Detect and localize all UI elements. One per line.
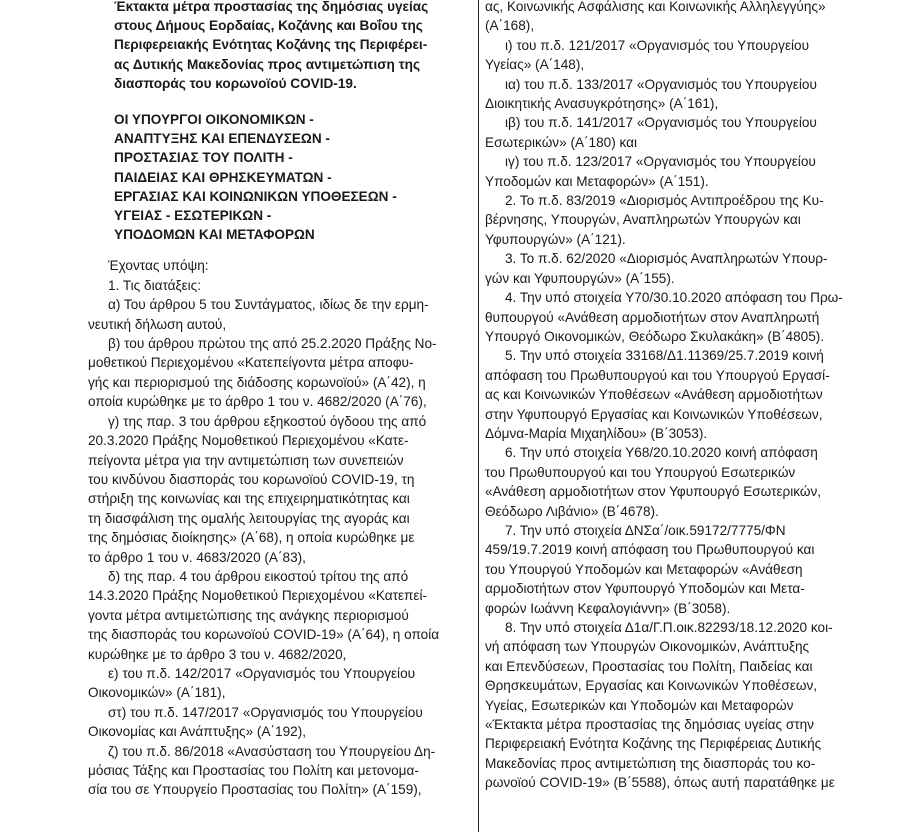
title-line: στους Δήμους Εορδαίας, Κοζάνης και Βοΐου της bbox=[114, 18, 423, 34]
right-paragraph bbox=[485, 521, 859, 618]
left-paragraph bbox=[88, 703, 472, 742]
text-line: ας και Κοινωνικών Υποθέσεων «Ανάθεση αρμοδιοτήτων bbox=[485, 387, 823, 403]
text-line: ιγ) του π.δ. 123/2017 «Οργανισμός του Υπουργείου bbox=[505, 154, 816, 170]
text-line: 8. Την υπό στοιχεία Δ1α/Γ.Π.οικ.82293/18.12.2020 κοι- bbox=[505, 620, 833, 635]
title-line: ας Δυτικής Μακεδονίας προς αντιμετώπιση της bbox=[114, 56, 421, 72]
ministers-line: ΥΓΕΙΑΣ - ΕΣΩΤΕΡΙΚΩΝ - bbox=[114, 208, 272, 224]
right-paragraph bbox=[485, 346, 859, 443]
left-paragraph bbox=[88, 295, 472, 334]
text-line: γών και Υφυπουργών» (Α΄155). bbox=[485, 270, 675, 286]
right-paragraph bbox=[485, 288, 859, 346]
title-line: διασποράς του κορωνοϊού COVID-19. bbox=[114, 75, 357, 91]
text-line: Περιφερειακή Ενότητα Κοζάνης της Περιφέρειας Δυτικής bbox=[485, 736, 822, 752]
right-paragraph bbox=[485, 113, 859, 152]
text-line: ι) του π.δ. 121/2017 «Οργανισμός του Υπουργείου bbox=[505, 37, 810, 53]
title-line: Έκτακτα μέτρα προστασίας της δημόσιας υγείας bbox=[114, 0, 429, 14]
text-line: απόφαση του Πρωθυπουργού και του Υπουργού Εργασί- bbox=[485, 367, 830, 383]
ministers-heading bbox=[88, 110, 472, 244]
text-line: 6. Την υπό στοιχεία Υ68/20.10.2020 κοινή απόφαση bbox=[505, 445, 818, 461]
right-paragraph bbox=[485, 191, 859, 249]
text-line: φορών Ιωάννη Κεφαλογιάννη» (Β΄3058). bbox=[485, 600, 731, 616]
text-line: 4. Την υπό στοιχεία Υ70/30.10.2020 απόφαση του Πρω- bbox=[505, 290, 843, 306]
text-line: Δόμνα-Μαρία Μιχαηλίδου» (Β΄3053). bbox=[485, 425, 708, 441]
right-column bbox=[485, 0, 859, 793]
left-paragraph bbox=[88, 567, 472, 664]
text-line: ας, Κοινωνικής Ασφάλισης και Κοινωνικής Αλληλεγγύης» bbox=[485, 0, 826, 14]
text-line: θυπουργού «Ανάθεση αρμοδιοτήτων στον Αναπληρωτή bbox=[485, 309, 820, 325]
decision-title bbox=[88, 0, 472, 93]
right-paragraph bbox=[485, 249, 859, 288]
text-line: γ) της παρ. 3 του άρθρου εξηκοστού όγδοου της από bbox=[108, 413, 427, 429]
left-column bbox=[88, 0, 472, 800]
text-line: Εσωτερικών» (Α΄180) και bbox=[485, 134, 638, 150]
spacer bbox=[88, 244, 472, 256]
text-line: κυρώθηκε με το άρθρο 3 του ν. 4682/2020, bbox=[88, 646, 347, 662]
right-paragraph bbox=[485, 0, 859, 36]
left-paragraph bbox=[88, 256, 472, 275]
text-line: β) του άρθρου πρώτου της από 25.2.2020 Πράξης Νο- bbox=[108, 336, 437, 352]
text-line: νευτική δήλωση αυτού, bbox=[88, 316, 227, 332]
text-line: ε) του π.δ. 142/2017 «Οργανισμός του Υπουργείου bbox=[108, 665, 416, 681]
left-paragraph bbox=[88, 276, 472, 295]
text-line: στ) του π.δ. 147/2017 «Οργανισμός του Υπουργείου bbox=[108, 704, 423, 720]
text-line: αρμοδιοτήτων στον Υφυπουργό Υποδομών και Μετα- bbox=[485, 581, 805, 597]
text-line: γής και περιορισμού της διάδοσης κορωνοϊού» (Α΄42), η bbox=[88, 374, 426, 390]
left-paragraph bbox=[88, 664, 472, 703]
text-line: της διασποράς του κορωνοϊού COVID-19» (Α΄64), η οποία bbox=[88, 627, 440, 643]
ministers-line: ΟΙ ΥΠΟΥΡΓΟΙ ΟΙΚΟΝΟΜΙΚΩΝ - bbox=[114, 112, 314, 128]
text-line: πείγοντα μέτρα για την αντιμετώπιση των συνεπειών bbox=[88, 452, 404, 468]
text-line: Υφυπουργών» (Α΄121). bbox=[485, 231, 626, 247]
ministers-line: ΕΡΓΑΣΙΑΣ ΚΑΙ ΚΟΙΝΩΝΙΚΩΝ ΥΠΟΘΕΣΕΩΝ - bbox=[114, 188, 397, 204]
text-line: Υπουργό Οικονομικών, Θεόδωρο Σκυλακάκη» (Β΄4805). bbox=[485, 328, 825, 344]
text-line: του Υπουργού Υποδομών και Μεταφορών «Ανάθεση bbox=[485, 561, 803, 577]
text-line: του κινδύνου διασποράς του κορωνοϊού COVID-19, τη bbox=[88, 471, 415, 487]
text-line: 7. Την υπό στοιχεία ΔΝΣα΄/οικ.59172/7775/ΦΝ bbox=[505, 522, 786, 538]
text-line: γοντα μέτρα αντιμετώπισης της ανάγκης περιορισμού bbox=[88, 607, 409, 623]
text-line: μόσιας Τάξης και Προστασίας του Πολίτη και μετονομα- bbox=[88, 763, 419, 778]
text-line: Διοικητικής Ανασυγκρότησης» (Α΄161), bbox=[485, 96, 719, 112]
text-line: ρωνοϊού COVID-19» (Β΄5588), όπως αυτή παρατάθηκε με bbox=[485, 775, 835, 791]
text-line: Υποδομών και Μεταφορών» (Α΄151). bbox=[485, 173, 709, 189]
text-line: 459/19.7.2019 κοινή απόφαση του Πρωθυπουργού και bbox=[485, 542, 815, 558]
column-divider bbox=[478, 0, 479, 832]
text-line: ιβ) του π.δ. 141/2017 «Οργανισμός του Υπουργείου bbox=[505, 115, 817, 131]
text-line: στήριξη της κοινωνίας και της επιχειρηματικότητας και bbox=[88, 491, 410, 507]
title-line: Περιφερειακής Ενότητας Κοζάνης της Περιφέρει- bbox=[114, 37, 428, 53]
right-paragraph bbox=[485, 152, 859, 191]
text-line: α) Του άρθρου 5 του Συντάγματος, ιδίως δε την ερμη- bbox=[108, 297, 429, 313]
text-line: 14.3.2020 Πράξης Νομοθετικού Περιεχομένου «Κατεπεί- bbox=[88, 588, 428, 604]
ministers-line: ΠΑΙΔΕΙΑΣ ΚΑΙ ΘΡΗΣΚΕΥΜΑΤΩΝ - bbox=[114, 169, 332, 185]
text-line: σία του σε Υπουργείο Προστασίας του Πολίτη» (Α΄159), bbox=[88, 782, 422, 798]
text-line: νή απόφαση των Υπουργών Οικονομικών, Ανάπτυξης bbox=[485, 639, 810, 655]
text-line: 3. Το π.δ. 62/2020 «Διορισμός Αναπληρωτών Υπουρ- bbox=[505, 251, 828, 267]
text-line: Οικονομίας και Ανάπτυξης» (Α΄192), bbox=[88, 724, 307, 740]
right-paragraph bbox=[485, 618, 859, 793]
text-line: του Πρωθυπουργού και του Υπουργού Εσωτερικών bbox=[485, 464, 796, 480]
ministers-line: ΥΠΟΔΟΜΩΝ ΚΑΙ ΜΕΤΑΦΟΡΩΝ bbox=[114, 227, 315, 243]
text-line: Θρησκευμάτων, Εργασίας και Κοινωνικών Υποθέσεων, bbox=[485, 678, 818, 694]
text-line: τη διασφάλιση της ομαλής λειτουργίας της αγοράς και bbox=[88, 510, 410, 526]
text-line: Υγείας» (Α΄148), bbox=[485, 57, 585, 73]
left-body bbox=[88, 256, 472, 799]
text-line: 5. Την υπό στοιχεία 33168/Δ1.11369/25.7.2019 κοινή bbox=[505, 348, 824, 364]
text-line: Οικονομικών» (Α΄181), bbox=[88, 685, 226, 701]
text-line: στην Υφυπουργό Εργασίας και Κοινωνικών Υποθέσεων, bbox=[485, 406, 823, 422]
right-paragraph bbox=[485, 443, 859, 521]
text-line: (Α΄168), bbox=[485, 18, 535, 34]
right-paragraph bbox=[485, 36, 859, 75]
text-line: μοθετικού Περιεχομένου «Κατεπείγοντα μέτρα αποφυ- bbox=[88, 355, 414, 371]
text-line: ια) του π.δ. 133/2017 «Οργανισμός του Υπουργείου bbox=[505, 76, 817, 92]
text-line: ζ) του π.δ. 86/2018 «Ανασύσταση του Υπουργείου Δη- bbox=[108, 743, 436, 759]
right-paragraph bbox=[485, 75, 859, 114]
text-line: Έχοντας υπόψη: bbox=[108, 258, 209, 274]
text-line: 20.3.2020 Πράξης Νομοθετικού Περιεχομένου «Κατε- bbox=[88, 433, 409, 449]
left-paragraph bbox=[88, 412, 472, 567]
text-line: βέρνησης, Υπουργών, Αναπληρωτών Υπουργών και bbox=[485, 212, 801, 228]
right-body bbox=[485, 0, 859, 793]
text-line: «Ανάθεση αρμοδιοτήτων στον Υφυπουργό Εσωτερικών, bbox=[485, 484, 822, 500]
text-line: 2. Το π.δ. 83/2019 «Διορισμός Αντιπροέδρου της Κυ- bbox=[505, 193, 824, 209]
text-line: το άρθρο 1 του ν. 4683/2020 (Α΄83), bbox=[88, 549, 306, 565]
text-line: «Έκτακτα μέτρα προστασίας της δημόσιας υγείας στην bbox=[485, 717, 814, 733]
left-paragraph bbox=[88, 742, 472, 800]
text-line: Μακεδονίας προς αντιμετώπιση της διασποράς του κο- bbox=[485, 755, 816, 771]
text-line: της δημόσιας διοίκησης» (Α΄68), η οποία κυρώθηκε με bbox=[88, 530, 415, 546]
text-line: 1. Τις διατάξεις: bbox=[108, 277, 201, 293]
text-line: Θεόδωρο Λιβάνιο» (Β΄4678). bbox=[485, 503, 659, 519]
text-line: δ) της παρ. 4 του άρθρου εικοστού τρίτου της από bbox=[108, 568, 409, 584]
text-line: και Επενδύσεων, Προστασίας του Πολίτη, Παιδείας και bbox=[485, 658, 813, 674]
text-line: Υγείας, Εσωτερικών και Υποδομών και Μεταφορών bbox=[485, 697, 794, 713]
ministers-line: ΠΡΟΣΤΑΣΙΑΣ ΤΟΥ ΠΟΛΙΤΗ - bbox=[114, 150, 293, 166]
ministers-line: ΑΝΑΠΤΥΞΗΣ ΚΑΙ ΕΠΕΝΔΥΣΕΩΝ - bbox=[114, 131, 330, 147]
text-line: οποία κυρώθηκε με το άρθρο 1 του ν. 4682/2020 (Α΄76), bbox=[88, 394, 427, 410]
left-paragraph bbox=[88, 334, 472, 412]
